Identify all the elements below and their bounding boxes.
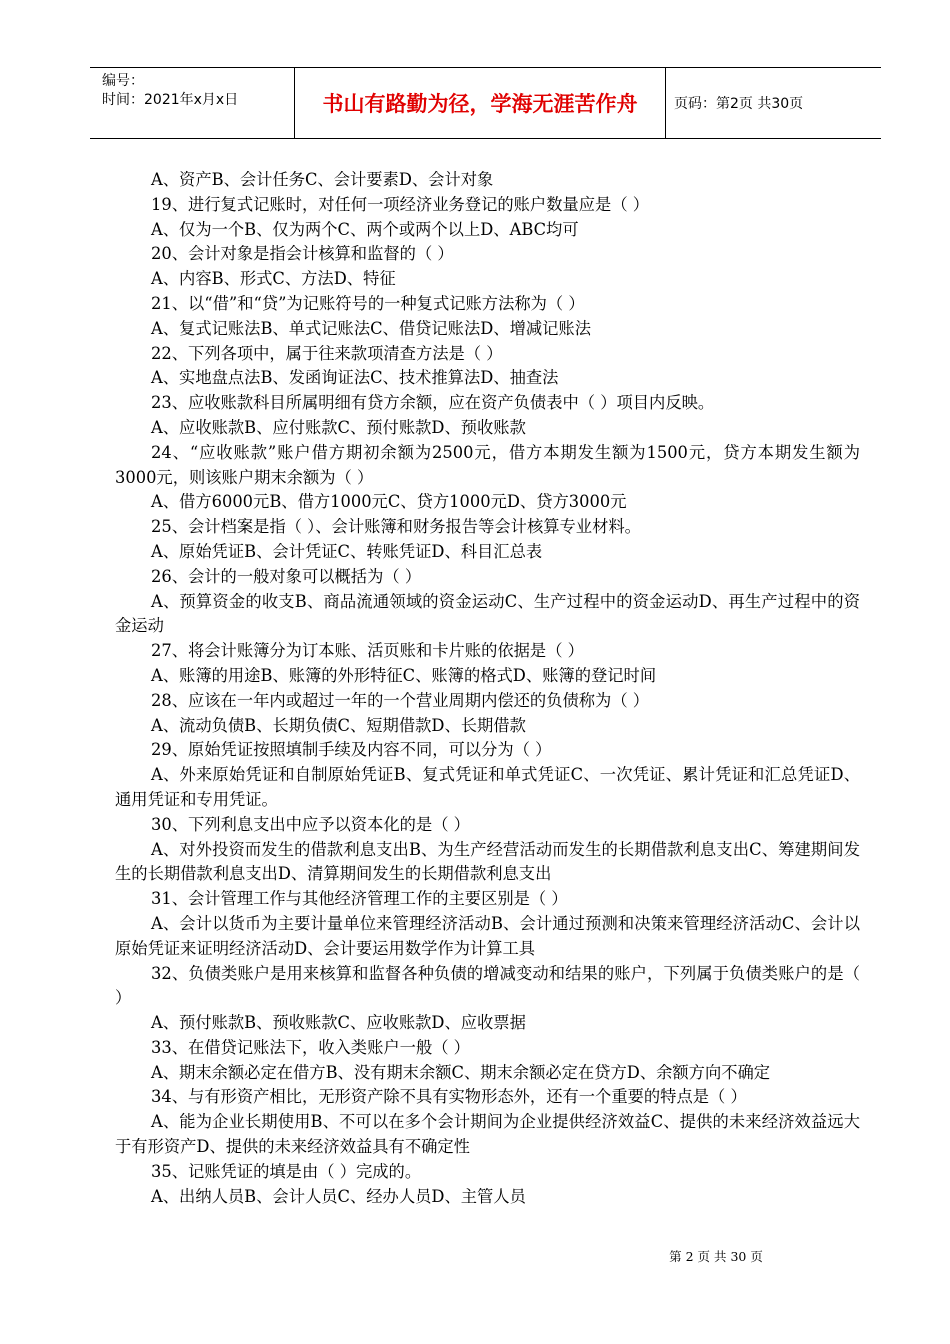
text-line: A、账簿的用途B、账簿的外形特征C、账簿的格式D、账簿的登记时间	[151, 665, 657, 685]
text-line: A、仅为一个B、仅为两个C、两个或两个以上D、ABC均可	[151, 219, 579, 239]
text-line: A、外来原始凭证和自制原始凭证B、复式凭证和单式凭证C、一次凭证、累计凭证和汇总凭证D、通用凭证和专用凭证。	[115, 765, 860, 809]
text-line: 31、会计管理工作与其他经济管理工作的主要区别是（ ）	[151, 889, 568, 909]
text-line: 29、原始凭证按照填制手续及内容不同，可以分为（ ）	[151, 740, 552, 760]
text-line: 28、应该在一年内或超过一年的一个营业周期内偿还的负债称为（ ）	[151, 690, 650, 710]
document-body	[115, 168, 860, 1209]
page-footer	[0, 1247, 950, 1265]
header-meta	[90, 68, 294, 138]
text-line: 35、记账凭证的填是由（ ）完成的。	[151, 1161, 422, 1181]
text-line: A、原始凭证B、会计凭证C、转账凭证D、科目汇总表	[151, 541, 543, 561]
code-label: 编号：	[102, 73, 144, 89]
text-line: A、会计以货币为主要计量单位来管理经济活动B、会计通过预测和决策来管理经济活动C、会计以原始凭证来证明经济活动D、会计要运用数学作为计算工具	[115, 913, 860, 958]
text-line: 27、将会计账簿分为订本账、活页账和卡片账的依据是（ ）	[151, 641, 584, 661]
text-line: 32、负债类账户是用来核算和监督各种负债的增减变动和结果的账户，下列属于负债类账户的是（ ）	[115, 963, 860, 1008]
text-line: 23、应收账款科目所属明细有贷方余额，应在资产负债表中（ ）项目内反映。	[151, 393, 715, 413]
text-line: A、借方6000元B、借方1000元C、贷方1000元D、贷方3000元	[151, 492, 627, 512]
text-line: 26、会计的一般对象可以概括为（ ）	[151, 566, 422, 586]
text-line: 22、下列各项中，属于往来款项清查方法是（ ）	[151, 343, 503, 363]
text-line: A、期末余额必定在借方B、没有期末余额C、期末余额必定在贷方D、余额方向不确定	[151, 1062, 771, 1082]
text-line: 20、会计对象是指会计核算和监督的（ ）	[151, 244, 454, 264]
time-label: 时间：2021年x月x日	[102, 92, 239, 108]
text-line: 25、会计档案是指（ ）、会计账簿和财务报告等会计核算专业材料。	[151, 517, 641, 537]
header-motto: 书山有路勤为径，学海无涯苦作舟	[294, 68, 666, 138]
text-line: A、应收账款B、应付账款C、预付账款D、预收账款	[151, 417, 526, 437]
text-line: 21、以“借”和“贷”为记账符号的一种复式记账方法称为（ ）	[151, 293, 585, 313]
text-line: 33、在借贷记账法下，收入类账户一般（ ）	[151, 1037, 470, 1057]
text-line: A、复式记账法B、单式记账法C、借贷记账法D、增减记账法	[151, 318, 591, 338]
footer-page-number: 第 2 页 共 30 页	[669, 1249, 763, 1264]
text-line: A、对外投资而发生的借款利息支出B、为生产经营活动而发生的长期借款利息支出C、筹建期间发生的长期借款利息支出D、清算期间发生的长期借款利息支出	[115, 839, 860, 884]
text-line: A、资产B、会计任务C、会计要素D、会计对象	[151, 170, 494, 189]
text-line: 34、与有形资产相比，无形资产除不具有实物形态外，还有一个重要的特点是（ ）	[151, 1087, 747, 1107]
page-header	[90, 67, 881, 139]
text-line: A、出纳人员B、会计人员C、经办人员D、主管人员	[151, 1186, 526, 1206]
text-line: A、流动负债B、长期负债C、短期借款D、长期借款	[151, 715, 526, 735]
header-page-info: 页码：第2页 共30页	[674, 96, 804, 112]
text-line: 30、下列利息支出中应予以资本化的是（ ）	[151, 814, 470, 834]
text-line: A、预算资金的收支B、商品流通领域的资金运动C、生产过程中的资金运动D、再生产过程中的资金运动	[115, 591, 860, 636]
text-line: 24、“应收账款”账户借方期初余额为2500元，借方本期发生额为1500元，贷方本期发生额为3000元，则该账户期末余额为（ ）	[115, 442, 860, 487]
text-line: A、预付账款B、预收账款C、应收账款D、应收票据	[151, 1013, 526, 1033]
text-line: 19、进行复式记账时，对任何一项经济业务登记的账户数量应是（ ）	[151, 194, 650, 214]
text-line: A、实地盘点法B、发函询证法C、技术推算法D、抽查法	[151, 368, 559, 388]
text-line: A、内容B、形式C、方法D、特征	[151, 269, 396, 289]
text-line: A、能为企业长期使用B、不可以在多个会计期间为企业提供经济效益C、提供的未来经济效益远大于有形资产D、提供的未来经济效益具有不确定性	[115, 1112, 860, 1157]
